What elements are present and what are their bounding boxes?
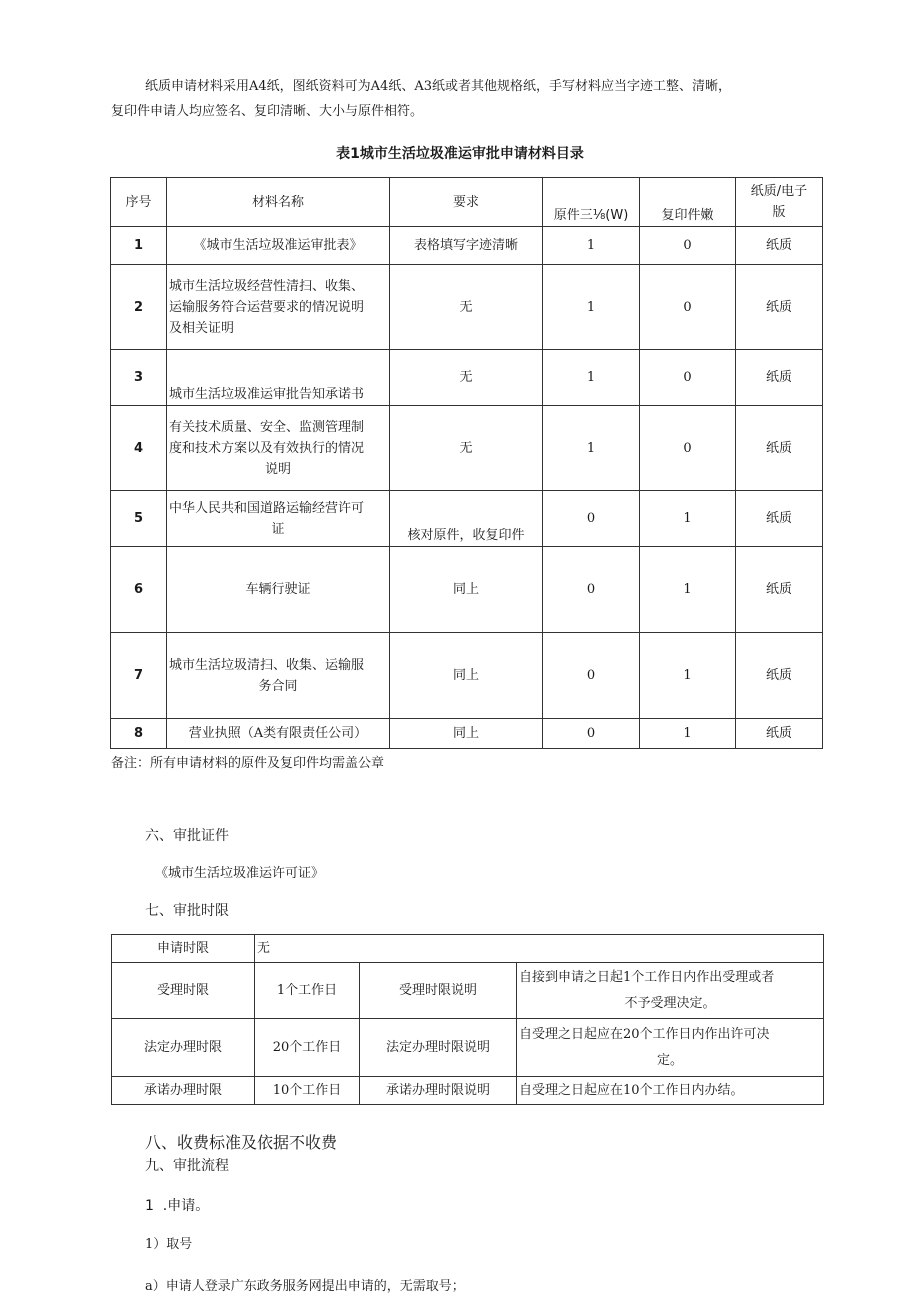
row-req: 核对原件，收复印件 — [390, 491, 543, 547]
row-orig: 0 — [543, 633, 640, 719]
time-desc-label: 承诺办理时限说明 — [360, 1077, 517, 1105]
materials-table — [110, 177, 823, 749]
time-desc-line: 自受理之日起应在20个工作日内作出许可决 — [519, 1026, 770, 1042]
row-form: 纸质 — [736, 491, 823, 547]
row-seq: 8 — [111, 719, 167, 749]
time-desc-line: 不予受理决定。 — [624, 995, 716, 1011]
row-form: 纸质 — [736, 719, 823, 749]
row-name-line: 度和技术方案以及有效执行的情况 — [169, 440, 365, 456]
table1-note: 备注：所有申请材料的原件及复印件均需盖公章 — [111, 756, 385, 771]
table-row — [111, 265, 823, 350]
time-desc — [517, 1019, 824, 1077]
row-copy: 1 — [640, 633, 736, 719]
row-name-line: 说明 — [264, 461, 291, 477]
row-name — [167, 547, 390, 633]
section6-content: 《城市生活垃圾准运许可证》 — [155, 866, 325, 881]
time-label: 承诺办理时限 — [112, 1077, 255, 1105]
header-req: 要求 — [390, 178, 543, 227]
row-name-line: 及相关证明 — [169, 320, 235, 336]
row-copy: 1 — [640, 719, 736, 749]
time-desc-label: 法定办理时限说明 — [360, 1019, 517, 1077]
row-form: 纸质 — [736, 633, 823, 719]
time-desc-line: 自受理之日起应在10个工作日内办结。 — [519, 1082, 744, 1098]
row-name — [167, 265, 390, 350]
row-copy: 0 — [640, 227, 736, 265]
row-copy: 1 — [640, 547, 736, 633]
table-row — [111, 547, 823, 633]
row-orig: 0 — [543, 491, 640, 547]
row-seq: 1 — [111, 227, 167, 265]
time-desc-line: 自接到申请之日起1个工作日内作出受理或者 — [519, 969, 775, 985]
row-orig: 0 — [543, 719, 640, 749]
table-row — [111, 491, 823, 547]
row-name — [167, 491, 390, 547]
row-name-line: 中华人民共和国道路运输经营许可 — [169, 500, 365, 516]
row-req: 无 — [390, 406, 543, 491]
section9-heading: 九、审批流程 — [145, 1158, 229, 1174]
section6-heading: 六、审批证件 — [145, 828, 229, 844]
table-row — [111, 350, 823, 406]
row-name — [167, 719, 390, 749]
section9-step1: 1 .申请。 — [145, 1198, 210, 1214]
header-form-line2: 版 — [772, 205, 786, 220]
row-orig: 1 — [543, 350, 640, 406]
row-name-line: 运输服务符合运营要求的情况说明 — [169, 299, 365, 315]
intro-line-1: 纸质申请材料采用A4纸，图纸资料可为A4纸、A3纸或者其他规格纸，手写材料应当字迹工整、清晰， — [145, 79, 731, 94]
time-value: 10个工作日 — [255, 1077, 360, 1105]
time-value: 1个工作日 — [255, 963, 360, 1019]
row-form: 纸质 — [736, 547, 823, 633]
header-copy: 复印件嫩 — [640, 178, 736, 227]
time-label: 申请时限 — [112, 935, 255, 963]
row-req: 同上 — [390, 547, 543, 633]
time-value: 20个工作日 — [255, 1019, 360, 1077]
row-name — [167, 633, 390, 719]
row-seq: 2 — [111, 265, 167, 350]
row-name-line: 务合同 — [258, 678, 298, 694]
row-orig: 1 — [543, 265, 640, 350]
time-row — [112, 963, 824, 1019]
row-name-line: 城市生活垃圾经营性清扫、收集、 — [169, 278, 365, 294]
time-row — [112, 935, 824, 963]
row-copy: 0 — [640, 265, 736, 350]
row-name-line: 证 — [271, 521, 285, 537]
row-name — [167, 406, 390, 491]
row-req: 无 — [390, 265, 543, 350]
row-req: 同上 — [390, 633, 543, 719]
time-desc-line: 定。 — [657, 1052, 684, 1068]
row-seq: 6 — [111, 547, 167, 633]
section9-item-a: a）申请人登录广东政务服务网提出申请的，无需取号； — [145, 1279, 465, 1294]
time-desc — [517, 1077, 824, 1105]
section8-heading: 八、收费标准及依据不收费 — [145, 1133, 338, 1152]
time-label: 法定办理时限 — [112, 1019, 255, 1077]
row-name-line: 有关技术质量、安全、监测管理制 — [169, 419, 365, 435]
row-name — [167, 350, 390, 406]
time-row — [112, 1077, 824, 1105]
time-limit-table — [111, 934, 824, 1105]
header-seq: 序号 — [111, 178, 167, 227]
row-name-line: 城市生活垃圾准运审批告知承诺书 — [169, 387, 365, 402]
row-copy: 0 — [640, 350, 736, 406]
row-name-line: 城市生活垃圾清扫、收集、运输服 — [169, 657, 365, 673]
row-orig: 1 — [543, 227, 640, 265]
row-name-line: 车辆行驶证 — [245, 582, 311, 597]
row-req: 表格填写字迹清晰 — [390, 227, 543, 265]
time-label: 受理时限 — [112, 963, 255, 1019]
row-name — [167, 227, 390, 265]
table-header-row — [111, 178, 823, 227]
table-row — [111, 406, 823, 491]
row-orig: 0 — [543, 547, 640, 633]
table1-title: 表1城市生活垃圾准运审批申请材料目录 — [336, 146, 584, 162]
header-form — [736, 178, 823, 227]
row-req: 同上 — [390, 719, 543, 749]
row-req: 无 — [390, 350, 543, 406]
row-name-line: 《城市生活垃圾准运审批表》 — [193, 238, 363, 253]
row-form: 纸质 — [736, 406, 823, 491]
table-row — [111, 633, 823, 719]
intro-line-2: 复印件申请人均应签名、复印清晰、大小与原件相符。 — [111, 104, 424, 119]
row-form: 纸质 — [736, 350, 823, 406]
table-row — [111, 227, 823, 265]
table-row — [111, 719, 823, 749]
header-name: 材料名称 — [167, 178, 390, 227]
time-value: 无 — [255, 935, 824, 963]
time-desc — [517, 963, 824, 1019]
row-name-line: 营业执照（A类有限责任公司） — [188, 726, 368, 741]
row-seq: 5 — [111, 491, 167, 547]
row-form: 纸质 — [736, 227, 823, 265]
time-row — [112, 1019, 824, 1077]
section9-sub1: 1）取号 — [145, 1237, 193, 1252]
header-orig: 原件三⅛(W) — [543, 178, 640, 227]
row-seq: 4 — [111, 406, 167, 491]
row-seq: 3 — [111, 350, 167, 406]
row-copy: 1 — [640, 491, 736, 547]
header-form-line1: 纸质/电子 — [750, 184, 808, 199]
row-seq: 7 — [111, 633, 167, 719]
section7-heading: 七、审批时限 — [145, 903, 229, 919]
row-orig: 1 — [543, 406, 640, 491]
row-form: 纸质 — [736, 265, 823, 350]
row-copy: 0 — [640, 406, 736, 491]
time-desc-label: 受理时限说明 — [360, 963, 517, 1019]
